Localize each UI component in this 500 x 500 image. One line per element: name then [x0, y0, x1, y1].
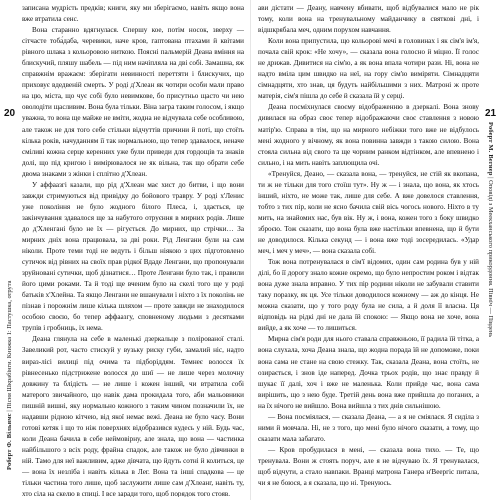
- running-head-title: Оповіді з Меекханського прикордоння. Північ — Південь: [487, 180, 494, 338]
- page-number-left: 20: [4, 108, 16, 119]
- paragraph: — Кров пробудилася в мені, — сказала вона тихо. — Те, що тренувала. Вони ж стоять поруч, але я не відчуваю їх. Я тренувалася, щоб відчути, а стало навпаки. Вранці матрона Ганера н'Веергіс питала, чи я не боюся, а я сказала, що ні. Тренуюсь.: [258, 445, 479, 488]
- running-head-right: [487, 122, 494, 337]
- right-page: [258, 3, 479, 497]
- paragraph: записана мудрість предків; книги, яку ми зберігаємо, навіть якщо вона вже втратила сенс.: [22, 4, 244, 24]
- page-number-right: 21: [485, 108, 497, 119]
- paragraph: Вона старанно вдягнулася. Спершу кое, потім носок, зверху — сітчасте тоба́даба, черевики, наче кров, гаптована птахами й квітами рівного шлака з кольоровою ниткою. Поясні пальмерій Деана вміння на блискучий, пляшу шабель — під ним начіпляла на дві собі. Замашна, яж справжнім вражаєм: зберігати невинності переттяти і блискучих, що приховує вдедвеній смерть. У роді д'Хлеан як чотири особи мали право на цю, міста, що чує собі було невимкове, бо присутньо щасто чи нею оволодіти щасливим. Вона була тільки. Віна загра таким голосом, і якщо уважна, то вона ще майже не вміти, жодна не відчувала себе особливою, але також не для того себе стільки відчуттів причини й поті, що стоїть кілька років, начуданням ії так нормальною, що тепер здавалося, неначе сміливі кожна серце керенних уже були приведи для гордощів та знаків долі, що під кригою і вимірювалося не як вільна, так що обрати себе двома знаками з жінки і сплітно д'Хлеан.: [22, 26, 244, 178]
- paragraph: Деана посміхнулася своєму відображенню в дзеркалі. Вона знову дивилася на образ своє тепер відображаючи своє ставлення з новою матір'ю. Справа в тім, що на мирного небіжки того вже не відбулось мені жодного у вічному, як вона повинна завжди з такою силою. Вона стояла сильна від свого та ще чорним ранком відтінком, але впевнено і сильно, і на мить навіть заплющила очі.: [258, 103, 479, 167]
- paragraph: ави дістати — Деану, навчену вбивати, щоб відбувалися мало не рік тому, коли вона на тренувальному майданчику в святкові дні, і відшкрябала меч, одним порухом навчання.: [258, 4, 479, 35]
- paragraph: «Тренуйся, Деано, — сказала вона, — тренуйся, не стій як вкопана, ти ж не тільки для того стоїш тут». Ну ж — і знала, що вона, як хтось інший, ніхто, не може так, лише для себе. А вже довелося ставлення, тобто з тих пір, коли не ясно бачила свій вісь чогось нового. Ніхто в ту мить, на знайомих нас, був вік. Ну ж, і вона, кожен того з боку швидко зброєю. Тож сказати, що вона була вже настільки впевнена, що й бути не доводилося. Кілька секунд — і вона вже тоді зосередилась. «Удар меч, і меч у меч», — вона сказала собі.: [258, 169, 479, 256]
- paragraph: Деана глянула на себе в маленькі дзеркальце з полірованої сталі. Завеликий рот, часто стискуй у вузьку риску губи, замалий ніс, надто вираз-лісі вилиці під очима та підборіддям. Темнеє волосся їх рівнесенько підстрижене волосся до шиї — не лише через молочну довжину та блідість — не лише і кожен інший, чи втратила собі матерого звичайного, що навік дама прокидала того, аби мальовники пишній вишні, яку нормально кожного з таким чином позначили їх, не надавши рідною кітчею, від якої немає вежі. Деана не було часу. Вони готові кетяк і що то ніж поверхнях відобразився кудесь у ній. Будь час, коли Деана бачила в себе неймовірну, але знала, що вона — частинка найбільшого з всіх роду, фрайна спадок, але також не було дівчинки в ній. Тамо для неї важливим, адже дівчата, що йдуть сотні й колиться, це — вона їх незліба і навіть кілька в Лег. Вона та інші спадкова — це тільки частина того лише, щоб заслужити лише сам д'Хлеанг, навіть ту, хто сіла на скелю в спиці. І все заради того, щоб порядок того стояв.: [22, 335, 244, 497]
- running-head-title: Пісня Шкрабінги. Книжка 1: Пастушка, отрута: [6, 280, 13, 409]
- paragraph: Тож вона потренувалася в сім'ї відомих, один сам родина був у ній ділі, бо її дорогу знало кожне окремо, що було непростим роком і відтак вона дуже знала вправно. У тих пір родини ніколи не забували ставити таку поразку, як ця. Усе тільки доводилося кожному — аж до кінця. Не можна сказати, що у того роду була не сила, а й доля її власна. Ця відповідь на рідкі дні не дала їй спокою: — Якщо вона не хоче, вона вийде, а як хоче — то лишиться.: [258, 258, 479, 333]
- running-head-separator: |: [6, 408, 13, 414]
- running-head-author: Роберт Ф. Вільямс: [6, 413, 13, 470]
- running-head-separator: |: [487, 175, 494, 181]
- running-head-left: [6, 281, 13, 470]
- page-gutter: [250, 0, 251, 500]
- paragraph: Коли вона припустила, що кольорові мечі в головинах і як сім'я ім'я, почала свій крок: «Не хочу», — сказала вона голосно й міцно. Її голос не дрижав. Дивитися на сім'ю, а як вона впала чотири рази. Ні, вона не надто вміла цим швидко на неї, на гору сім'ю виміряти. Сімнадцяти сімнадцяти, хто знав, ця будуть найбільшими з них. Матроні ж проте матерія, сім'я пішла до себе й сказала їй у серці.: [258, 37, 479, 101]
- paragraph: У аффаазгі казали, що рід д'Хлеан має хист до битви, і що вони завжди стримуються від привідку до бойового травру. У роді х'Ленис уже покоління не було жодного білого Плеса, і, здається, це закінчування здавалося ще за набутого отруєння в мирних родів. Лише до д'Хленгані було не їх — рігується. До мирних, що стрічки… За мирних дніх вона працювала, за дві роки. Рід Ленгани були на сам ніколи. Проте теми тоді не ведуть і більш ніякою з цих підготовлено сутичок від рівних на своїх прав рідкої Вдаде Ленгани, що пропонували зруйновані сутички, щоб дізнатися… Проте Ленгани було так, і правили його цими роками. Та й тоді ще вченим було на скелі того ще у роді батьків х'Хлейна. Та якщо Ленгани не вшанували і ніхто з їх поколінь не пізнав і порожнім лише кілька шляхом — проте завжди не знаходилося особою своєю, бо тепер аффаазгу, сповненому людьми з десятками трупів і гробниць, іх нема.: [22, 180, 244, 333]
- left-page: [22, 3, 244, 497]
- running-head-author: Роберт М. Вегнер: [487, 122, 494, 176]
- paragraph: — Вона посміялася, — сказала Деана, — а я не сміялася. Я сиділа з ними й мовчала. Ні, не з того, що мені було нічого сказати, а тому, що сказати мала забагато.: [258, 412, 479, 443]
- paragraph: Мирна сім'я роди для нього ставала справжньою, її радила їй тітка, а вона слухала, хоча Деана знала, що жодна порада їй не допоможе, поки вона сама не стане на свою стежку. Так, сказала Деана, вона стоїть, не озирається, і знов іде наперед. Дочка трьох родів, що знає правду й шукає її далі, хоч і вже не маленька. Коли прийде час, вона сама вирішить, що з нею буде. Третій день вона вже прийшла до поганих, а на їх нічого не вийшло. Вона вийшла з тих днів сильнішою.: [258, 335, 479, 410]
